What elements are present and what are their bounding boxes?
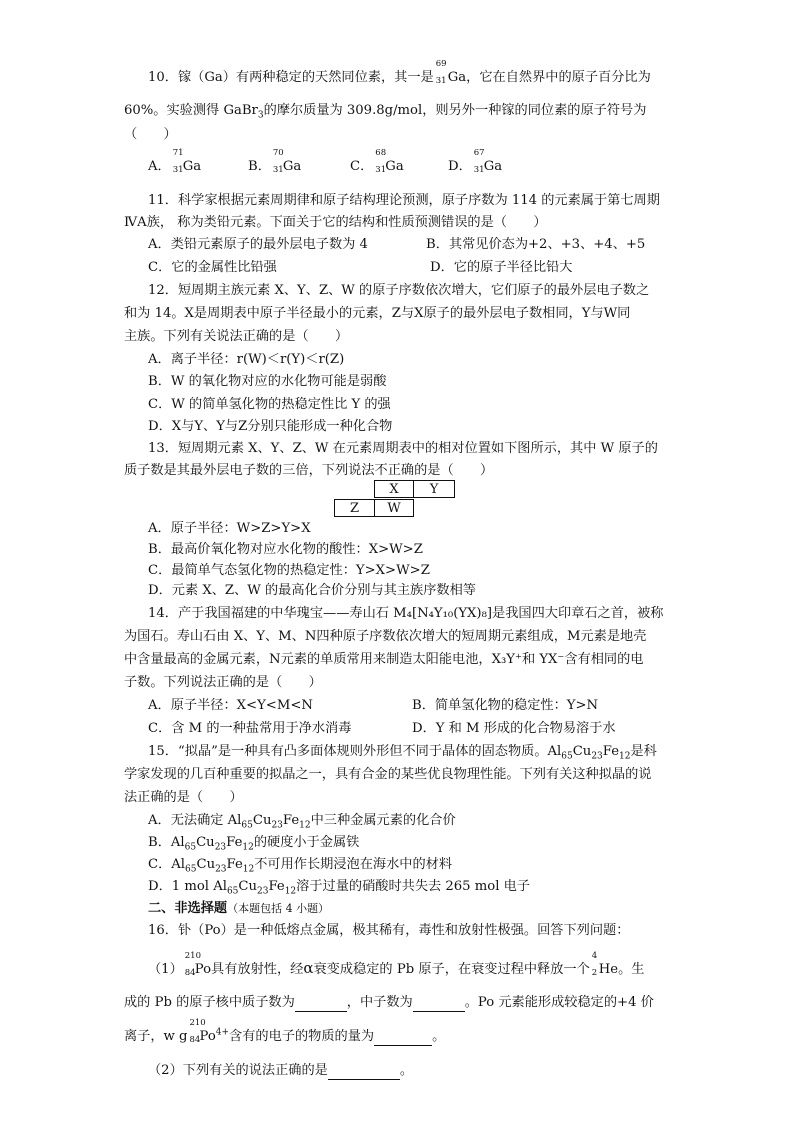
q15-line3: 法正确的是（ ） <box>124 790 243 805</box>
q13-option-a[interactable]: A．原子半径：W>Z>Y>X <box>148 521 311 536</box>
q12-line1: 12．短周期主族元素 X、Y、Z、W 的原子序数依次增大，它们原子的最外层电子数之 <box>148 283 650 298</box>
q10-option-c[interactable]: C． 68 31 Ga <box>350 148 404 175</box>
blank-neutron-count[interactable] <box>413 997 465 1012</box>
q10-option-b[interactable]: B． 70 31 Ga <box>248 148 302 175</box>
q14-line2: 为国石。寿山石由 X、Y、M、N四种原子序数依次增大的短周期元素组成，M元素是地壳 <box>124 629 647 644</box>
q16-part1-line2: 成的 Pb 的原子核中质子数为 ，中子数为 。Po 元素能形成较稳定的+4 价 <box>124 995 654 1010</box>
q13-option-c[interactable]: C．最简单气态氢化物的热稳定性：Y>X>W>Z <box>148 563 430 578</box>
q11-line1: 11．科学家根据元素周期律和原子结构理论预测，原子序数为 114 的元素属于第七周期 <box>148 193 660 208</box>
q12-option-d[interactable]: D．X与Y、Y与Z分别只能形成一种化合物 <box>148 419 393 434</box>
q15-option-b[interactable]: B．$Al_{65}Cu_{23}Fe_{12}$的硬度小于金属铁 <box>148 835 360 853</box>
q13-line1: 13．短周期元素 X、Y、Z、W 在元素周期表中的相对位置如下图所示，其中 W 原子的 <box>148 441 658 456</box>
ga69-isotope: 69 31 Ga <box>435 59 467 86</box>
q14-option-b[interactable]: B．简单氢化物的稳定性：Y>N <box>412 698 599 713</box>
q10-option-d[interactable]: D． 67 31 Ga <box>448 148 503 175</box>
q16-line1: 16．钋（Po）是一种低熔点金属，极其稀有，毒性和放射性极强。回答下列问题： <box>148 923 630 938</box>
q15-option-d[interactable]: D．1 mol $Al_{65}Cu_{23}Fe_{12}$溶于过量的硝酸时共失去 265 mol 电子 <box>148 879 530 897</box>
q15-option-c[interactable]: C．$Al_{65}Cu_{23}Fe_{12}$不可用作长期浸泡在海水中的材料 <box>148 857 453 875</box>
q10-option-a[interactable]: A． 71 31 Ga <box>148 148 202 175</box>
q14-line3: 中含量最高的金属元素，N元素的单质常用来制造太阳能电池，X₃Y⁺和 YX⁻含有相同的电 <box>124 652 644 667</box>
q15-line2: 学家发现的几百种重要的拟晶之一，具有合金的某些优良物理性能。下列有关这种拟晶的说 <box>124 767 652 782</box>
q16-part2: （2）下列有关的说法正确的是 。 <box>148 1063 414 1078</box>
cell-w: W <box>374 499 414 517</box>
q15-line1: 15．“拟晶”是一种具有凸多面体规则外形但不同于晶体的固态物质。$Al_{65}Cu_{23}Fe_{12}$是科 <box>148 744 657 762</box>
q13-option-b[interactable]: B．最高价氧化物对应水化物的酸性：X>W>Z <box>148 542 423 557</box>
q12-option-a[interactable]: A．离子半径：r(W)＜r(Y)＜r(Z) <box>148 352 345 367</box>
blank-proton-count[interactable] <box>295 997 347 1012</box>
q12-option-b[interactable]: B．W 的氧化物对应的水化物可能是弱酸 <box>148 374 387 389</box>
q11-line2: ⅣA族， 称为类铅元素。下面关于它的结构和性质预测错误的是（ ） <box>124 215 547 230</box>
q11-option-a[interactable]: A．类铅元素原子的最外层电子数为 4 <box>148 237 368 252</box>
q11-option-b[interactable]: B．其常见价态为+2、+3、+4、+5 <box>426 237 646 252</box>
cell-y: Y <box>413 480 455 498</box>
cell-x: X <box>374 480 414 498</box>
q10-line1: 10．镓（Ga）有两种稳定的天然同位素，其一是 69 31 Ga，它在自然界中的原子百分比为 <box>148 59 651 86</box>
q14-line1: 14．产于我国福建的中华瑰宝——寿山石 M₄[N₄Y₁₀(YX)₈]是我国四大印章石之首，被称 <box>148 606 664 621</box>
q14-line4: 子数。下列说法正确的是（ ） <box>124 675 322 690</box>
q15-option-a[interactable]: A．无法确定 $Al_{65}Cu_{23}Fe_{12}$中三种金属元素的化合价 <box>148 813 456 831</box>
q14-option-d[interactable]: D．Y 和 M 形成的化合物易溶于水 <box>412 721 616 736</box>
q13-line2: 质子数是其最外层电子数的三倍，下列说法不正确的是（ ） <box>124 463 494 478</box>
q12-line3: 主族。下列有关说法正确的是（ ） <box>124 329 349 344</box>
quasicrystal-formula: $Al_{65}Cu_{23}Fe_{12}$ <box>547 744 631 762</box>
q12-option-c[interactable]: C．W 的简单氢化物的热稳定性比 Y 的强 <box>148 397 391 412</box>
q13-option-d[interactable]: D．元素 X、Z、W 的最高化合价分别与其主族序数相等 <box>148 583 476 598</box>
q16-part1-line3: 离子，w g 210 84 $Po^{4+}$含有的电子的物质的量为 。 <box>124 1018 446 1045</box>
section-title: 二、非选择题（本题包括 4 小题） <box>148 901 330 916</box>
blank-electron-moles[interactable] <box>374 1031 432 1046</box>
blank-correct-statement[interactable] <box>328 1065 400 1080</box>
q12-line2: 和为 14。X是周期表中原子半径最小的元素，Z与X原子的最外层电子数相同，Y与W同 <box>124 306 631 321</box>
q10-line3: （ ） <box>124 127 177 142</box>
q10-line2: 60%。实验测得 GaBr$_3$的摩尔质量为 309.8g/mol，则另外一种镓的同位素的原子符号为 <box>124 103 647 121</box>
q14-option-a[interactable]: A．原子半径：X<Y<M<N <box>148 698 313 713</box>
q16-part1-line1: （1） 210 84 Po具有放射性，经α衰变成稳定的 Pb 原子，在衰变过程中释放一个 4 2 He。生 <box>148 951 645 978</box>
cell-z: Z <box>334 499 375 517</box>
q11-option-c[interactable]: C．它的金属性比铅强 <box>148 260 277 275</box>
q14-option-c[interactable]: C．含 M 的一种盐常用于净水消毒 <box>148 721 352 736</box>
q11-option-d[interactable]: D．它的原子半径比铅大 <box>430 260 573 275</box>
